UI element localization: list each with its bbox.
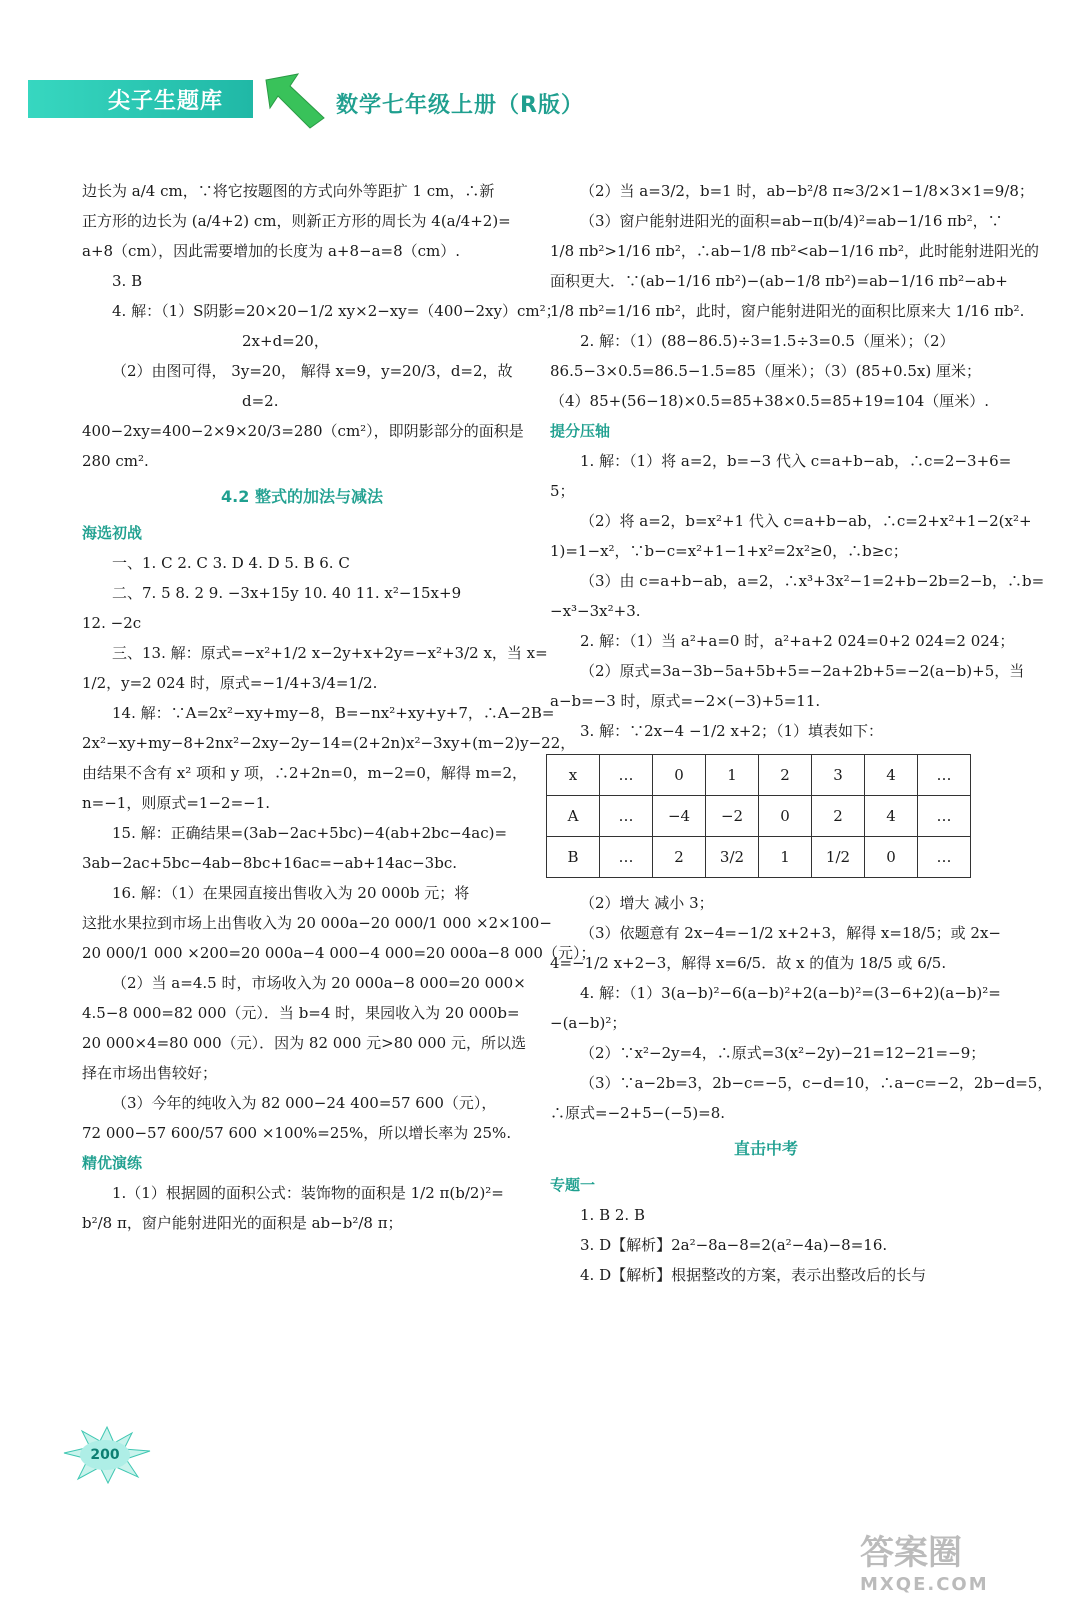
table-cell: 3/2 (706, 837, 759, 878)
text-line: （2）当 a=4.5 时，市场收入为 20 000a−8 000=20 000× (112, 974, 526, 992)
text-line: 1/8 πb²>1/16 πb²，∴ab−1/8 πb²<ab−1/16 πb²，此时能射进阳光的 (550, 242, 1039, 260)
book-title: 数学七年级上册（R版） (336, 93, 584, 118)
text-line: 86.5−3×0.5=86.5−1.5=85（厘米）；（3）(85+0.5x) 厘米； (550, 362, 981, 380)
text-line: 4. D【解析】根据整改的方案，表示出整改后的长与 (580, 1266, 927, 1284)
text-line: （3）今年的纯收入为 82 000−24 400=57 600（元）， (112, 1094, 497, 1112)
text-line: 400−2xy=400−2×9×20/3=280（cm²），即阴影部分的面积是 (82, 422, 524, 440)
green-arrow-icon (258, 70, 328, 130)
table-cell: 2 (653, 837, 706, 878)
table-cell: … (918, 837, 971, 878)
text-line: 1. B 2. B (580, 1206, 645, 1224)
table-cell: −4 (653, 796, 706, 837)
right-column (550, 176, 1053, 1290)
text-line: 二、7. 5 8. 2 9. −3x+15y 10. 40 11. x²−15x+9 (112, 584, 462, 602)
text-line: 面积更大．∵(ab−1/16 πb²)−(ab−1/8 πb²)=ab−1/16 πb²−ab+ (550, 272, 1008, 290)
text-line: 12. −2c (82, 614, 142, 632)
text-line: 4.5−8 000=82 000（元）．当 b=4 时，果园收入为 20 000b= (82, 1004, 520, 1022)
section-tag: 提分压轴 (550, 422, 611, 440)
text-line: 2x+d=20， (242, 332, 329, 350)
text-line: 边长为 a/4 cm，∵将它按题图的方式向外等距扩 1 cm，∴新 (82, 182, 495, 200)
text-line: （2）当 a=3/2，b=1 时，ab−b²/8 π≈3/2×1−1/8×3×1=9/8； (580, 182, 1034, 200)
section-tag: 专题一 (550, 1176, 596, 1194)
table-cell: … (600, 796, 653, 837)
section-title: 4.2 整式的加法与减法 (221, 487, 383, 506)
text-line: 20 000/1 000 ×200=20 000a−4 000−4 000=20 000a−8 000（元）； (82, 944, 596, 962)
text-line: （2）由图可得， 3y=20， 解得 x=9，y=20/3，d=2，故 (112, 362, 513, 380)
watermark-logo-text: 答案圈 (860, 1533, 962, 1573)
text-line: a+8（cm），因此需要增加的长度为 a+8−a=8（cm）. (82, 242, 461, 260)
text-line: 2x²−xy+my−8+2nx²−2xy−2y−14=(2+2n)x²−3xy+(m−2)y−22， (82, 734, 576, 752)
text-line: −x³−3x²+3. (550, 602, 641, 620)
text-line: （2）增大 减小 3； (580, 894, 714, 912)
text-line: −(a−b)²； (550, 1014, 627, 1032)
table-row (547, 796, 971, 837)
table-cell: … (600, 755, 653, 796)
text-line: 这批水果拉到市场上出售收入为 20 000a−20 000/1 000 ×2×100− (82, 914, 552, 932)
text-line: 2. 解：（1）当 a²+a=0 时，a²+a+2 024=0+2 024=2 024； (580, 632, 1015, 650)
text-line: 16. 解：（1）在果园直接出售收入为 20 000b 元；将 (112, 884, 470, 902)
page-header (0, 0, 1075, 160)
text-line: 4. 解：（1）S阴影=20×20−1/2 xy×2−xy=（400−2xy）cm²； (112, 302, 561, 320)
text-line: 3. D【解析】2a²−8a−8=2(a²−4a)−8=16. (580, 1236, 888, 1254)
table-cell: 0 (653, 755, 706, 796)
text-line: 4=−1/2 x+2−3，解得 x=6/5．故 x 的值为 18/5 或 6/5. (550, 954, 947, 972)
text-line: n=−1，则原式=1−2=−1. (82, 794, 271, 812)
text-line: 4. 解：（1）3(a−b)²−6(a−b)²+2(a−b)²=(3−6+2)(a−b)²= (580, 984, 1001, 1002)
text-line: d=2. (242, 392, 279, 410)
text-line: 三、13. 解：原式=−x²+1/2 x−2y+x+2y=−x²+3/2 x，当 x= (112, 644, 548, 662)
text-line: （3）∵a−2b=3，2b−c=−5，c−d=10，∴a−c=−2，2b−d=5， (580, 1074, 1053, 1092)
table-row (547, 755, 971, 796)
text-line: 1)=1−x²，∵b−c=x²+1−1+x²=2x²≥0，∴b≥c； (550, 542, 908, 560)
text-line: 3ab−2ac+5bc−4ab−8bc+16ac=−ab+14ac−3bc. (82, 854, 457, 872)
text-line: 正方形的边长为 (a/4+2) cm，则新正方形的周长为 4(a/4+2)= (82, 212, 511, 230)
text-line: 3. B (112, 272, 143, 290)
text-line: a−b=−3 时，原式=−2×(−3)+5=11. (550, 692, 821, 710)
text-line: 1/8 πb²=1/16 πb²，此时，窗户能射进阳光的面积比原来大 1/16 πb². (550, 302, 1025, 320)
text-line: 1.（1）根据圆的面积公式：装饰物的面积是 1/2 π(b/2)²= (112, 1184, 504, 1202)
table-cell: 1 (759, 837, 812, 878)
text-line: 1/2，y=2 024 时，原式=−1/4+3/4=1/2. (82, 674, 378, 692)
watermark-url: MXQE.COM (860, 1574, 989, 1595)
text-line: 20 000×4=80 000（元）．因为 82 000 元>80 000 元，所以选 (82, 1034, 526, 1052)
text-line: （2）将 a=2，b=x²+1 代入 c=a+b−ab，∴c=2+x²+1−2(x²+ (580, 512, 1032, 530)
table-cell: 2 (812, 796, 865, 837)
text-line: （2）∵x²−2y=4，∴原式=3(x²−2y)−21=12−21=−9； (580, 1044, 986, 1062)
text-line: 一、1. C 2. C 3. D 4. D 5. B 6. C (112, 554, 350, 572)
text-line: 由结果不含有 x² 项和 y 项，∴2+2n=0，m−2=0，解得 m=2， (82, 764, 527, 782)
section-title: 直击中考 (733, 1139, 798, 1158)
value-table (546, 754, 971, 878)
section-tag: 精优演练 (82, 1154, 143, 1172)
page-number: 200 (80, 1440, 130, 1470)
table-cell: 4 (865, 796, 918, 837)
table-cell: B (547, 837, 600, 878)
table-cell: 3 (812, 755, 865, 796)
text-line: b²/8 π，窗户能射进阳光的面积是 ab−b²/8 π； (82, 1214, 403, 1232)
text-line: 择在市场出售较好； (82, 1064, 218, 1082)
table-cell: 0 (759, 796, 812, 837)
table-cell: … (600, 837, 653, 878)
text-line: （3）依题意有 2x−4=−1/2 x+2+3，解得 x=18/5；或 2x− (580, 924, 1001, 942)
text-line: 72 000−57 600/57 600 ×100%=25%，所以增长率为 25%. (82, 1124, 512, 1142)
text-line: 1. 解：（1）将 a=2，b=−3 代入 c=a+b−ab，∴c=2−3+6= (580, 452, 1012, 470)
text-line: 5； (550, 482, 575, 500)
text-line: 2. 解：（1）(88−86.5)÷3=1.5÷3=0.5（厘米）；（2） (580, 332, 955, 350)
table-cell: 2 (759, 755, 812, 796)
text-line: 14. 解：∵A=2x²−xy+my−8，B=−nx²+xy+y+7，∴A−2B= (112, 704, 555, 722)
text-line: 3. 解：∵2x−4 −1/2 x+2；（1）填表如下： (580, 722, 884, 740)
table-cell: 4 (865, 755, 918, 796)
table-cell: 1/2 (812, 837, 865, 878)
table-cell: … (918, 755, 971, 796)
table-row (547, 837, 971, 878)
text-line: （2）原式=3a−3b−5a+5b+5=−2a+2b+5=−2(a−b)+5，当 (580, 662, 1025, 680)
table-cell: 0 (865, 837, 918, 878)
section-tag: 海选初战 (82, 524, 143, 542)
table-cell: x (547, 755, 600, 796)
brand-label: 尖子生题库 (108, 89, 224, 114)
text-line: 280 cm². (82, 452, 149, 470)
table-cell: −2 (706, 796, 759, 837)
text-line: ∴原式=−2+5−(−5)=8. (550, 1104, 726, 1122)
text-line: （4）85+(56−18)×0.5=85+38×0.5=85+19=104（厘米）. (550, 392, 990, 410)
table-cell: … (918, 796, 971, 837)
table-cell: A (547, 796, 600, 837)
text-line: （3）由 c=a+b−ab，a=2，∴x³+3x²−1=2+b−2b=2−b，∴b= (580, 572, 1045, 590)
watermark (860, 1525, 1060, 1595)
text-line: （3）窗户能射进阳光的面积=ab−π(b/4)²=ab−1/16 πb²，∵ (580, 212, 1003, 230)
text-line: 15. 解：正确结果=(3ab−2ac+5bc)−4(ab+2bc−4ac)= (112, 824, 508, 842)
table-cell: 1 (706, 755, 759, 796)
